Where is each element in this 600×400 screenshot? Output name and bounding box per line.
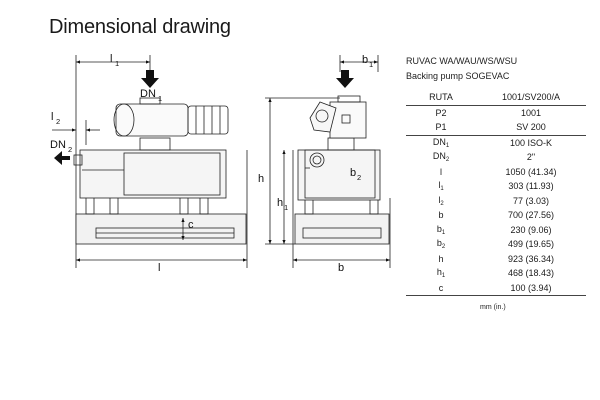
spec-header-name: RUTA (406, 90, 476, 105)
spec-value: 923 (36.34) (507, 253, 555, 264)
spec-param (406, 120, 476, 135)
spec-value: 100 ISO-K (509, 137, 553, 148)
spec-param-subscript: 1 (441, 273, 446, 280)
spec-row (406, 223, 586, 238)
spec-header-row (406, 90, 586, 105)
label-l: l (158, 262, 161, 274)
spec-param-name: b (436, 238, 442, 249)
spec-param-name: P1 (435, 122, 447, 133)
spec-value: 230 (9.06) (510, 224, 552, 235)
front-view (265, 55, 390, 268)
inlet-arrow (141, 70, 159, 88)
spec-row (406, 165, 586, 180)
label-c: c (188, 219, 194, 231)
spec-value: SV 200 (476, 120, 586, 135)
label-l1-sub: 1 (115, 59, 120, 68)
label-b: b (338, 262, 345, 274)
spec-param (406, 237, 476, 252)
spec-value: 700 (27.56) (507, 210, 555, 221)
spec-param (406, 194, 476, 209)
spec-row (406, 150, 586, 165)
label-dn1: DN (140, 88, 156, 100)
spec-row (406, 281, 586, 296)
spec-value: 468 (18.43) (507, 268, 555, 279)
spec-param (406, 105, 476, 120)
spec-param-name: l (440, 166, 442, 177)
spec-row (406, 252, 586, 267)
spec-value: 2" (526, 152, 536, 163)
spec-value: 303 (11.93) (508, 181, 554, 192)
label-dn2-sub: 2 (68, 145, 73, 154)
spec-value: 499 (19.65) (507, 239, 555, 250)
spec-table (406, 90, 586, 296)
spec-param-subscript: 1 (445, 142, 450, 149)
spec-header-value: 1001/SV200/A (476, 90, 586, 105)
front-inlet-arrow (336, 70, 354, 88)
label-b1-sub: 1 (369, 60, 374, 69)
page-title: Dimensional drawing (49, 16, 231, 38)
spec-param-name: l (438, 180, 441, 191)
spec-param-subscript: 1 (440, 186, 444, 193)
spec-param (406, 150, 476, 165)
label-h: h (258, 173, 265, 185)
label-l2: l (51, 111, 54, 123)
spec-param (406, 208, 476, 223)
spec-row (406, 135, 586, 150)
spec-row (406, 120, 586, 135)
spec-param (406, 135, 476, 150)
spec-param-name: h (436, 267, 442, 278)
spec-value: 1050 (41.34) (505, 166, 557, 177)
spec-title-subtitle: Backing pump SOGEVAC (406, 71, 510, 81)
spec-param (406, 281, 476, 296)
spec-row (406, 237, 586, 252)
label-h1: h (277, 197, 284, 209)
spec-param (406, 223, 476, 238)
spec-value: 1001 (520, 107, 542, 118)
label-l2-sub: 2 (56, 117, 61, 126)
spec-param-name: b (438, 210, 444, 221)
label-l1: l (110, 53, 113, 65)
spec-value: 77 (3.03) (512, 195, 550, 206)
spec-row (406, 179, 586, 194)
spec-param-name: h (438, 253, 444, 264)
spec-row (406, 266, 586, 281)
spec-param (406, 165, 476, 180)
spec-param (406, 266, 476, 281)
label-dn2: DN (50, 139, 66, 151)
spec-param-name: l (438, 194, 441, 205)
spec-param (406, 252, 476, 267)
spec-param-subscript: 2 (441, 244, 446, 251)
label-b1: b (362, 54, 369, 66)
spec-row (406, 105, 586, 120)
spec-param-name: P2 (435, 107, 447, 118)
spec-param-subscript: 2 (440, 200, 444, 207)
spec-row (406, 194, 586, 209)
spec-param-name: DN (432, 136, 446, 147)
label-dn1-sub: 1 (158, 94, 163, 103)
spec-value: 100 (3.94) (476, 281, 586, 296)
spec-row (406, 208, 586, 223)
spec-title-model: RUVAC WA/WAU/WS/WSU (406, 56, 518, 66)
spec-param-name: DN (432, 151, 446, 162)
units-note: mm (in.) (480, 304, 506, 311)
spec-param-subscript: 1 (441, 229, 446, 236)
spec-param-subscript: 2 (445, 157, 450, 164)
spec-param-name: c (438, 282, 444, 293)
label-b2-sub: 2 (357, 173, 362, 182)
label-h1-sub: 1 (284, 203, 289, 212)
spec-param (406, 179, 476, 194)
spec-param-name: b (436, 223, 442, 234)
label-b2: b (350, 167, 357, 179)
